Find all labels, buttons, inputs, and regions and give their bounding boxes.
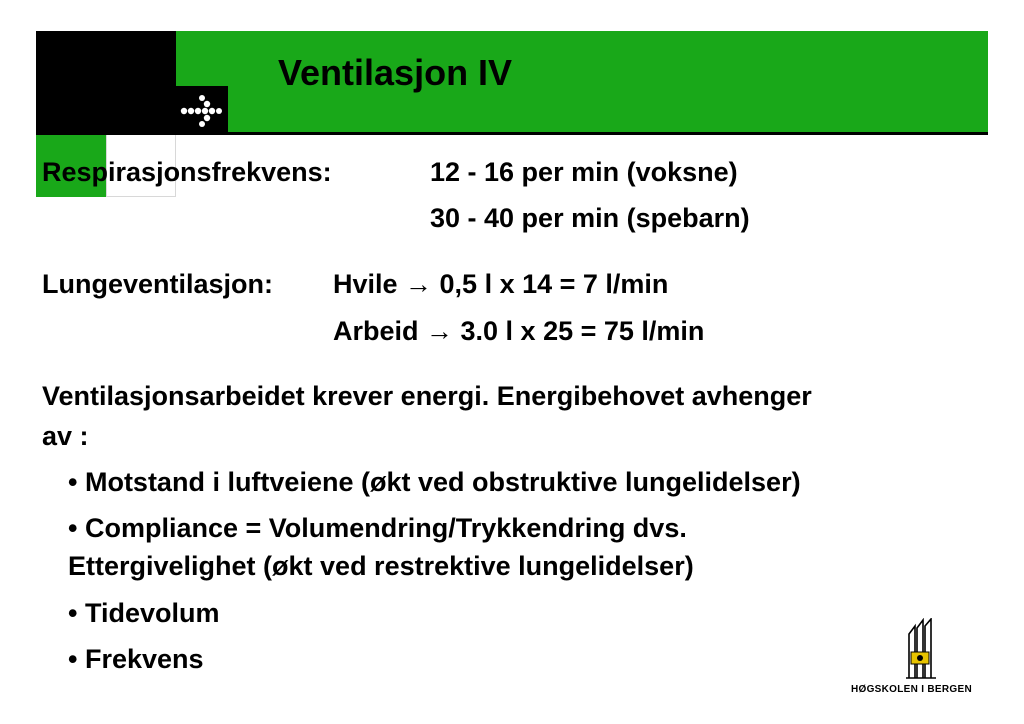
dotted-arrow-icon xyxy=(178,94,226,128)
lung-work: Arbeid → 3.0 l x 25 = 75 l/min xyxy=(333,316,705,346)
energy-line-1: Ventilasjonsarbeidet krever energi. Energibehovet avhenger xyxy=(42,381,812,411)
lung-label: Lungeventilasjon: xyxy=(42,269,274,299)
bullet-resistance: • Motstand i luftveiene (økt ved obstruktive lungelidelser) xyxy=(68,467,801,497)
resp-adults: 12 - 16 per min (voksne) xyxy=(430,157,738,187)
resp-label: Respirasjonsfrekvens: xyxy=(42,157,332,187)
college-building-icon xyxy=(900,618,940,680)
bullet-compliance: • Compliance = Volumendring/Trykkendring dvs. xyxy=(68,513,687,543)
slide-title: Ventilasjon IV xyxy=(278,52,513,93)
bullet-frequency: • Frekvens xyxy=(68,644,204,674)
bullet-compliance-cont: Ettergivelighet (økt ved restrektive lungelidelser) xyxy=(68,551,694,581)
header-black-block xyxy=(36,31,176,135)
resp-infants: 30 - 40 per min (spebarn) xyxy=(430,203,750,233)
lung-rest: Hvile → 0,5 l x 14 = 7 l/min xyxy=(333,269,669,299)
bullet-tidal-volume: • Tidevolum xyxy=(68,598,220,628)
energy-line-2: av : xyxy=(42,421,89,451)
college-logo-text: HØGSKOLEN I BERGEN xyxy=(851,684,972,695)
